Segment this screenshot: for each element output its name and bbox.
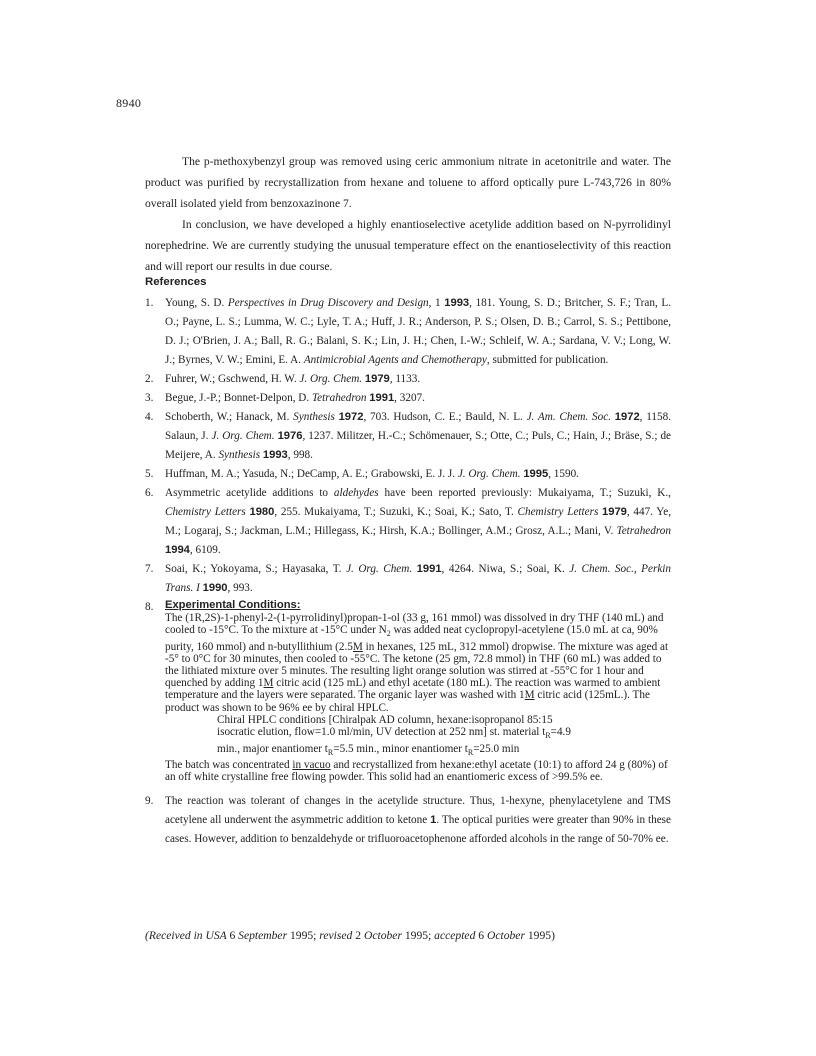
reference-number: 2. xyxy=(145,373,154,385)
reference-text: Soai, K.; Yokoyama, S.; Hayasaka, T. J. Org. Chem. 1991, 4264. Niwa, S.; Soai, K. J. Chem. Soc., Perkin Trans. I 1990, 993. xyxy=(165,563,672,594)
reference-text: Huffman, M. A.; Yasuda, N.; DeCamp, A. E.; Grabowski, E. J. J. J. Org. Chem. 1995, 1590. xyxy=(165,468,579,480)
reference-item xyxy=(145,294,671,370)
reference-number: 1. xyxy=(145,297,154,309)
references-list xyxy=(145,294,671,849)
reference-text: Begue, J.-P.; Bonnet-Delpon, D. Tetrahedron 1991, 3207. xyxy=(165,392,425,404)
reference-number: 3. xyxy=(145,392,154,404)
reference-item xyxy=(145,792,671,849)
reference-item xyxy=(145,408,671,465)
body-paragraph: In conclusion, we have developed a highly enantioselective acetylide addition based on N-pyrrolidinyl norephedrine. We are currently studying the unusual temperature effect on the enantioselectivity of this reaction and will report our results in due course. xyxy=(145,218,671,273)
references-heading: References xyxy=(145,276,207,288)
reference-number: 9. xyxy=(145,795,154,808)
reference-number: 4. xyxy=(145,411,154,423)
reference-number: 7. xyxy=(145,563,154,575)
experimental-paragraph: The (1R,2S)-1-phenyl-2-(1-pyrrolidinyl)propan-1-ol (33 g, 161 mmol) was dissolved in dry THF (140 mL) and cooled to -15°C. To the mixture at -15°C under $N_2$ was added neat cyclopropyl-acetylene (15.0 mL at ca, 90% purity, 160 mmol) and n-butyllithium (2.5M in hexanes, 125 mL, 312 mmol) dropwise. The mixture was aged at -5° to 0°C for 30 minutes, then cooled to -55°C. The ketone (25 gm, 72.8 mmol) in THF (60 mL) was added to the lithiated mixture over 5 minutes. The resulting light orange solution was stirred at -55°C for 1 hour and quenched by adding 1M citric acid (125 mL) and ethyl acetate (180 mL). The reaction was warmed to ambient temperature and the layers were separated. The organic layer was washed with 1M citric acid (125mL.). The product was shown to be 96% ee by chiral HPLC. xyxy=(165,612,669,714)
reference-item-experimental xyxy=(145,598,671,783)
reference-text: Fuhrer, W.; Gschwend, H. W. J. Org. Chem. 1979, 1133. xyxy=(165,373,421,385)
reference-text: Schoberth, W.; Hanack, M. Synthesis 1972, 703. Hudson, C. E.; Bauld, N. L. J. Am. Chem. Soc. 1972, 1158. Salaun, J. J. Org. Chem. 1976, 1237. Militzer, H.-C.; Schömenauer, S.; Otte, C.; Puls, C.; Hain, J.; Bräse, S.; de Meijere, A. Synthesis 1993, 998. xyxy=(165,411,672,461)
reference-item xyxy=(145,389,671,408)
reference-item xyxy=(145,560,671,598)
experimental-title: Experimental Conditions: xyxy=(165,599,301,611)
reference-number: 5. xyxy=(145,468,154,480)
reference-item xyxy=(145,484,671,560)
body-paragraph: The p-methoxybenzyl group was removed using ceric ammonium nitrate in acetonitrile and water. The product was purified by recrystallization from hexane and toluene to afford optically pure L-743,726 in 80% overall isolated yield from benzoxazinone 7. xyxy=(145,155,671,210)
page-number: 8940 xyxy=(116,96,142,110)
reference-item xyxy=(145,370,671,389)
reference-text: Asymmetric acetylide additions to aldehydes have been reported previously: Mukaiyama, T.; Suzuki, K., Chemistry Letters 1980, 255. Mukaiyama, T.; Suzuki, K.; Soai, K.; Sato, T. Chemistry Letters 1979, 447. Ye, M.; Logaraj, S.; Jackman, L.M.; Hillegass, K.; Hirsh, K.A.; Bollinger, A.M.; Grosz, A.L.; Mani, V. Tetrahedron 1994, 6109. xyxy=(165,487,671,556)
reference-text: Young, S. D. Perspectives in Drug Discovery and Design, 1 1993, 181. Young, S. D.; Britcher, S. F.; Tran, L. O.; Payne, L. S.; Lumma, W. C.; Lyle, T. A.; Huff, J. R.; Anderson, P. S.; Olsen, D. B.; Carrol, S. S.; Pettibone, D. J.; O'Brien, J. A.; Ball, R. G.; Balani, S. K.; Lin, J. H.; Chen, I.-W.; Schleif, W. A.; Sardana, V. V.; Long, W. J.; Byrnes, V. W.; Emini, E. A. Antimicrobial Agents and Chemotherapy, submitted for publication. xyxy=(165,297,671,366)
reference-item xyxy=(145,465,671,484)
received-dates: (Received in USA 6 September 1995; revised 2 October 1995; accepted 6 October 1995) xyxy=(145,929,555,942)
reference-text: The reaction was tolerant of changes in the acetylide structure. Thus, 1-hexyne, phenylacetylene and TMS acetylene all underwent the asymmetric addition to ketone 1. The optical purities were greater than 90% in these cases. However, addition to benzaldehyde or trifluoroacetophenone afforded alcohols in the range of 50-70% ee. xyxy=(165,795,671,846)
reference-number: 6. xyxy=(145,487,154,499)
hplc-conditions: Chiral HPLC conditions [Chiralpak AD column, hexane:isopropanol 85:15 isocratic elution, flow=1.0 ml/min, UV detection at 252 nm] st. material $t_R=4.9$ min., major enantiomer $t_R=5.5$ min., minor enantiomer $t_R=25.0$ min xyxy=(217,713,571,757)
reference-number: 8. xyxy=(145,601,154,613)
experimental-paragraph: The batch was concentrated in vacuo and recrystallized from hexane:ethyl acetate (10:1) to afford 24 g (80%) of an off white crystalline free flowing powder. This solid had an enantiomeric excess of >99.5% ee. xyxy=(165,758,668,784)
body-text xyxy=(145,151,671,277)
